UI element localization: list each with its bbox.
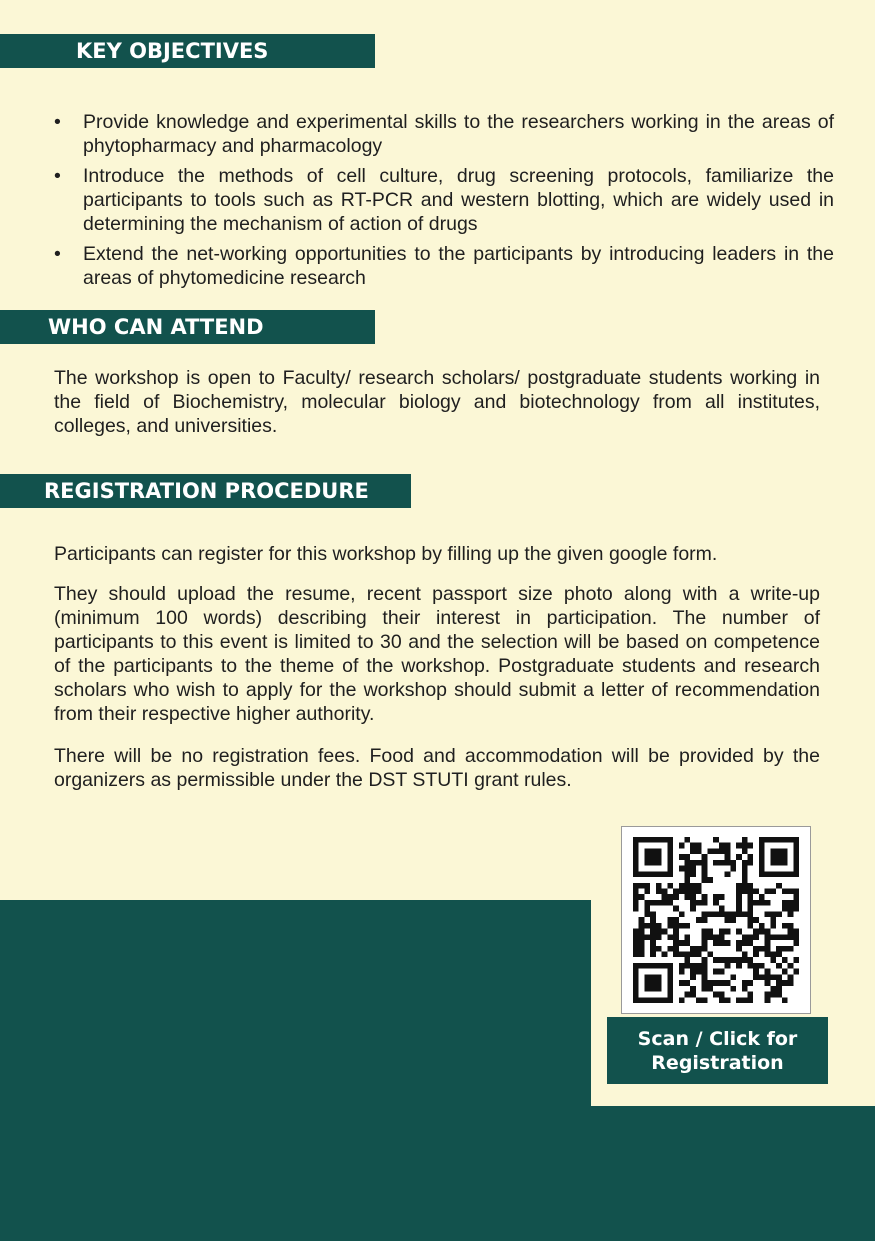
bullet-icon: • <box>54 111 61 133</box>
bullet-icon: • <box>54 243 61 265</box>
key-objectives-title: KEY OBJECTIVES <box>76 39 269 63</box>
who-can-attend-heading <box>0 310 375 344</box>
objective-text: Introduce the methods of cell culture, drug screening protocols, familiarize the participants to tools such as RT-PCR and western blotting, which are widely used in determining the mechanism of action of drugs <box>83 165 834 235</box>
registration-heading <box>0 474 411 508</box>
list-item <box>54 242 834 290</box>
who-can-attend-title: WHO CAN ATTEND <box>48 315 264 339</box>
scan-button-line2: Registration <box>651 1051 784 1074</box>
bullet-icon: • <box>54 165 61 187</box>
qr-code-icon[interactable] <box>633 837 799 1003</box>
who-can-attend-text: The workshop is open to Faculty/ research scholars/ postgraduate students working in the field of Biochemistry, molecular biology and biotechnology from all institutes, colleges, and universities. <box>54 367 820 437</box>
key-objectives-heading <box>0 34 375 68</box>
objectives-list <box>54 110 834 296</box>
scan-registration-button[interactable] <box>607 1017 828 1084</box>
scan-button-line1: Scan / Click for <box>637 1027 798 1050</box>
objective-text: Provide knowledge and experimental skills to the researchers working in the areas of phytopharmacy and pharmacology <box>83 111 834 157</box>
qr-code-link[interactable] <box>621 826 811 1014</box>
list-item <box>54 110 834 158</box>
registration-title: REGISTRATION PROCEDURE <box>44 479 369 503</box>
registration-paragraph: They should upload the resume, recent passport size photo along with a write-up (minimum 100 words) describing their interest in participation. The number of participants to this event is limited to 30 and the selection will be based on competence of the participants to the theme of the workshop. Postgraduate students and research scholars who wish to apply for the workshop should submit a letter of recommendation from their respective higher authority. <box>54 583 820 725</box>
registration-paragraph: Participants can register for this workshop by filling up the given google form. <box>54 543 718 565</box>
list-item <box>54 164 834 236</box>
registration-paragraph: There will be no registration fees. Food and accommodation will be provided by the organizers as permissible under the DST STUTI grant rules. <box>54 745 820 791</box>
objective-text: Extend the net-working opportunities to the participants by introducing leaders in the areas of phytomedicine research <box>83 243 834 289</box>
footer-band <box>0 1106 875 1241</box>
